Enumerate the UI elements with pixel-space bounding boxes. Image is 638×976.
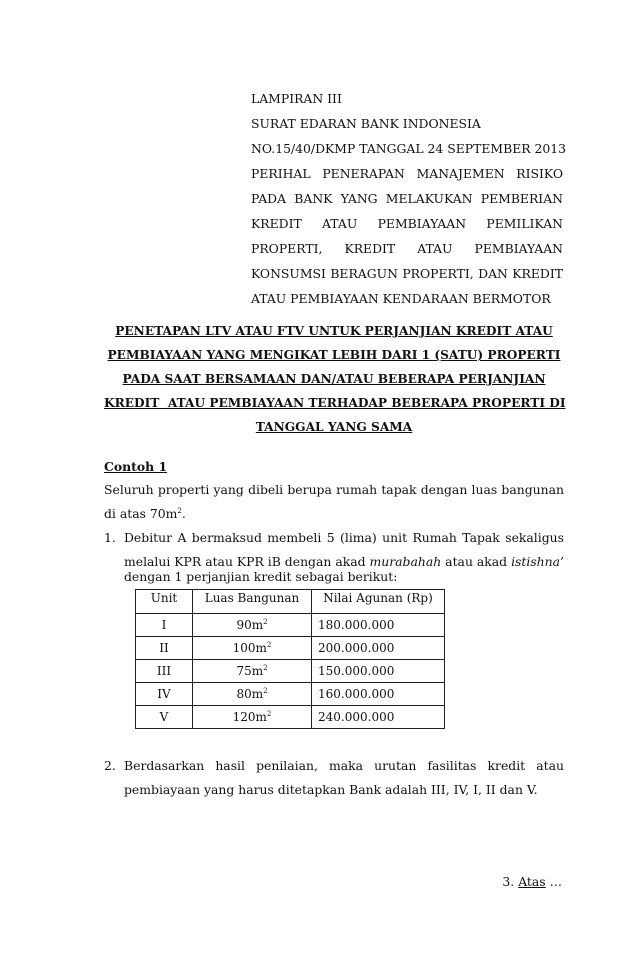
example-heading-text: Contoh 1: [104, 459, 168, 474]
item2-line: Berdasarkan hasil penilaian, maka urutan fasilitas kredit atau: [124, 758, 564, 773]
title-line: KREDIT ATAU PEMBIAYAAN TERHADAP BEBERAPA PROPERTI DI: [104, 396, 566, 410]
luas-value: 90m: [236, 618, 264, 632]
header-line: NO.15/40/DKMP TANGGAL 24 SEPTEMBER 2013: [251, 141, 567, 156]
document-title: [104, 319, 564, 439]
superscript: 2: [266, 710, 272, 718]
page-continuation: [502, 872, 562, 892]
intro-text: .: [181, 506, 186, 521]
table-cell-luas: [193, 614, 312, 637]
superscript: 2: [263, 618, 268, 626]
table-cell-nilai: 180.000.000: [312, 614, 445, 637]
table-cell-unit: IV: [136, 683, 193, 706]
item1-text: melalui KPR atau KPR iB dengan akad: [124, 554, 370, 569]
title-line: PEMBIAYAAN YANG MENGIKAT LEBIH DARI 1 (SATU) PROPERTI: [107, 348, 561, 362]
header-line: KREDIT ATAU PEMBIAYAAN PEMILIKAN: [251, 216, 563, 231]
luas-value: 75m: [236, 664, 264, 678]
luas-value: 80m: [236, 687, 264, 701]
document-header: [251, 86, 567, 311]
collateral-table: [135, 589, 445, 729]
table-cell-luas: [193, 706, 312, 729]
item1-line: dengan 1 perjanjian kredit sebagai berikut:: [124, 569, 398, 584]
item1-italic: istishna’: [511, 554, 564, 569]
header-line: PROPERTI, KREDIT ATAU PEMBIAYAAN: [251, 241, 563, 256]
table-cell-unit: I: [136, 614, 193, 637]
header-line: PADA BANK YANG MELAKUKAN PEMBERIAN: [251, 191, 563, 206]
header-line: ATAU PEMBIAYAAN KENDARAAN BERMOTOR: [251, 291, 551, 306]
item2-line: pembiayaan yang harus ditetapkan Bank adalah III, IV, I, II dan V.: [124, 782, 538, 797]
table-header-cell: Luas Bangunan: [193, 590, 312, 614]
luas-value: 120m: [232, 710, 267, 724]
table-cell-nilai: 200.000.000: [312, 637, 445, 660]
table-header-cell: Unit: [136, 590, 193, 614]
table-cell-nilai: 150.000.000: [312, 660, 445, 683]
header-line: SURAT EDARAN BANK INDONESIA: [251, 116, 481, 131]
title-line: TANGGAL YANG SAMA: [255, 420, 413, 434]
item1-italic: murabahah: [369, 554, 442, 569]
table-row: [136, 683, 445, 706]
table-cell-nilai: 240.000.000: [312, 706, 445, 729]
table-header-cell: Nilai Agunan (Rp): [312, 590, 445, 614]
list-number: 1.: [104, 530, 116, 545]
table-row: [136, 660, 445, 683]
header-line: PERIHAL PENERAPAN MANAJEMEN RISIKO: [251, 166, 563, 181]
superscript: 2: [263, 664, 268, 672]
header-line: LAMPIRAN III: [251, 91, 342, 106]
table-cell-luas: [193, 660, 312, 683]
table-cell-unit: V: [136, 706, 193, 729]
table-cell-unit: III: [136, 660, 193, 683]
table-row: [136, 706, 445, 729]
superscript: 2: [263, 687, 268, 695]
intro-line: Seluruh properti yang dibeli berupa rumah tapak dengan luas bangunan: [104, 482, 564, 497]
table-row: [136, 614, 445, 637]
title-line: PENETAPAN LTV ATAU FTV UNTUK PERJANJIAN KREDIT ATAU: [115, 324, 553, 338]
table-cell-nilai: 160.000.000: [312, 683, 445, 706]
table-header-row: [136, 590, 445, 614]
table-row: [136, 637, 445, 660]
example-heading: [104, 455, 564, 479]
list-number: 2.: [104, 758, 116, 773]
header-line: KONSUMSI BERAGUN PROPERTI, DAN KREDIT: [251, 266, 563, 281]
superscript: 2: [177, 506, 182, 515]
item1-text: atau akad: [441, 554, 512, 569]
footer-suffix: …: [545, 874, 562, 889]
item1-line: Debitur A bermaksud membeli 5 (lima) unit Rumah Tapak sekaligus: [124, 530, 564, 545]
table-cell-luas: [193, 683, 312, 706]
table-cell-luas: [193, 637, 312, 660]
intro-line: [104, 502, 564, 526]
title-line: PADA SAAT BERSAMAAN DAN/ATAU BEBERAPA PERJANJIAN: [122, 372, 546, 386]
luas-value: 100m: [232, 641, 267, 655]
footer-prefix: 3.: [502, 874, 519, 889]
table-cell-unit: II: [136, 637, 193, 660]
superscript: 2: [266, 641, 272, 649]
continuation-link[interactable]: Atas: [518, 874, 546, 889]
intro-text: di atas 70m: [104, 506, 178, 521]
